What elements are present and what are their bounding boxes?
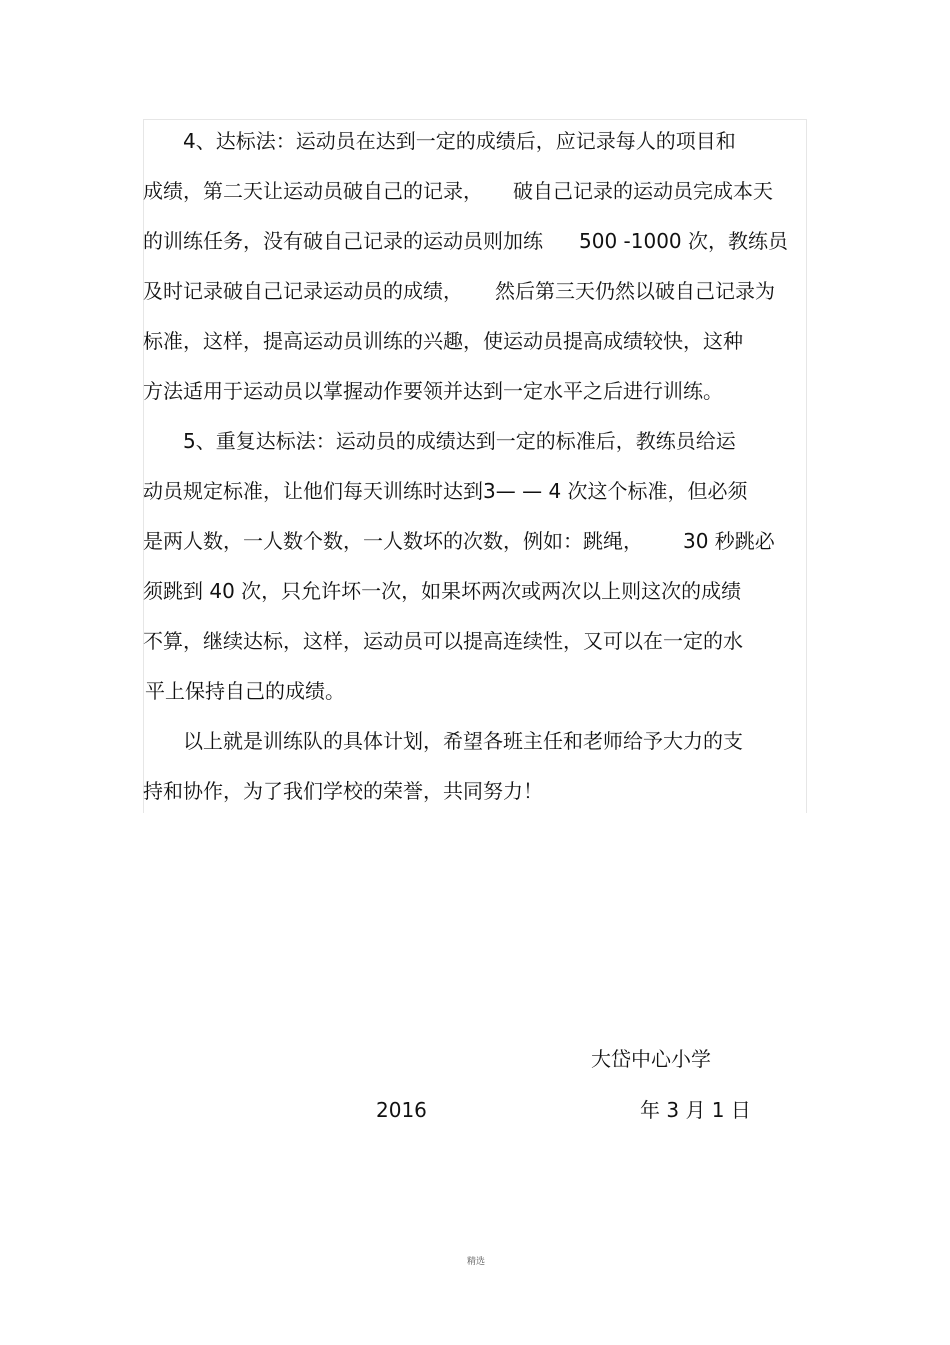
text-segment: 平上保持自己的成绩。 xyxy=(145,679,345,703)
text-line xyxy=(143,524,775,558)
text-segment: 成绩，第二天让运动员破自己的记录， xyxy=(143,179,483,203)
text-segment: 5、重复达标法：运动员的成绩达到一定的标准后，教练员给运 xyxy=(183,429,736,453)
text-line xyxy=(143,774,543,808)
frame-right-line xyxy=(806,119,807,813)
text-segment: 以上就是训练队的具体计划，希望各班主任和老师给予大力的支 xyxy=(183,729,743,753)
text-line xyxy=(143,124,736,158)
text-line xyxy=(143,374,723,408)
text-line xyxy=(143,624,743,658)
text-segment: 的训练任务，没有破自己记录的运动员则加练 xyxy=(143,229,543,253)
text-line xyxy=(143,474,748,508)
text-segment: 3— — 4 次这个标准，但必须 xyxy=(483,479,748,503)
text-line xyxy=(143,224,788,258)
text-line xyxy=(143,324,743,358)
page-footer: 精选 xyxy=(467,1257,486,1267)
text-line xyxy=(143,574,741,608)
text-line xyxy=(143,424,736,458)
text-segment: 然后第三天仍然以破自己记录为 xyxy=(495,279,775,303)
text-segment: 500 -1000 次，教练员 xyxy=(579,229,789,253)
text-line xyxy=(143,674,345,708)
signature-date: 年 3 月 1 日 xyxy=(640,1098,751,1122)
text-segment: 标准，这样，提高运动员训练的兴趣，使运动员提高成绩较快，这种 xyxy=(143,329,743,353)
text-segment: 方法适用于运动员以掌握动作要领并达到一定水平之后进行训练。 xyxy=(143,379,723,403)
signature-year: 2016 xyxy=(376,1098,427,1122)
text-line xyxy=(143,174,773,208)
text-segment: 及时记录破自己记录运动员的成绩， xyxy=(143,279,463,303)
text-segment: 动员规定标准，让他们每天训练时达到 xyxy=(143,479,483,503)
text-segment: 30 秒跳必 xyxy=(683,529,775,553)
text-line xyxy=(143,724,743,758)
text-segment: 是两人数，一人数个数，一人数坏的次数，例如：跳绳， xyxy=(143,529,643,553)
school-name: 大岱中心小学 xyxy=(591,1047,711,1071)
text-line xyxy=(143,274,775,308)
text-segment: 4、达标法：运动员在达到一定的成绩后，应记录每人的项目和 xyxy=(183,129,736,153)
text-segment: 须跳到 40 次，只允许坏一次，如果坏两次或两次以上则这次的成绩 xyxy=(143,579,742,603)
text-segment: 不算，继续达标，这样，运动员可以提高连续性，又可以在一定的水 xyxy=(143,629,743,653)
text-segment: 持和协作，为了我们学校的荣誉，共同努力！ xyxy=(143,779,543,803)
frame-top-line xyxy=(143,119,807,120)
text-segment: 破自己记录的运动员完成本天 xyxy=(513,179,773,203)
